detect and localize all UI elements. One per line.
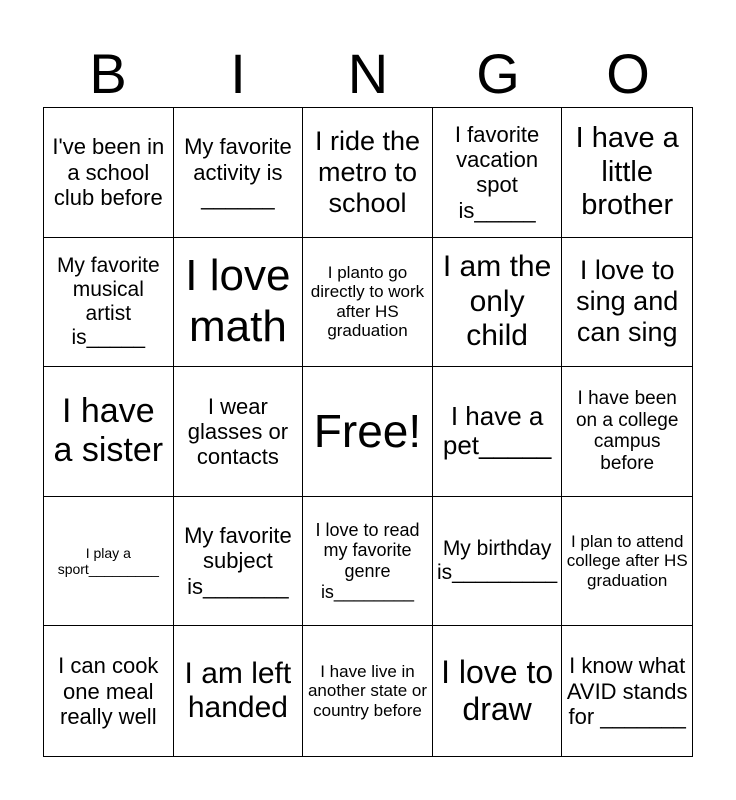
- bingo-cell-text: I plan to attend college after HS graduation: [566, 531, 688, 590]
- bingo-cell[interactable]: [174, 367, 304, 497]
- bingo-header: [43, 40, 693, 108]
- bingo-cell[interactable]: [562, 497, 692, 627]
- bingo-cell[interactable]: [303, 497, 433, 627]
- header-letter-b: B: [89, 42, 127, 105]
- bingo-cell-text: My favorite musical artist is_____: [56, 253, 160, 350]
- bingo-cell-text: I am the only child: [442, 250, 552, 353]
- bingo-cell-text: Free!: [313, 405, 422, 458]
- bingo-cell-text: I have been on a college campus before: [575, 387, 679, 475]
- bingo-cell-text: I love to sing and can sing: [576, 255, 679, 348]
- bingo-cell[interactable]: [433, 497, 563, 627]
- bingo-cell[interactable]: [562, 108, 692, 238]
- bingo-cell[interactable]: [44, 626, 174, 756]
- bingo-cell[interactable]: [44, 497, 174, 627]
- bingo-cell-text: I've been in a school club before: [52, 134, 165, 210]
- bingo-cell[interactable]: [44, 108, 174, 238]
- header-letter-i: I: [230, 42, 246, 105]
- bingo-cell-text: I love math: [185, 251, 291, 351]
- bingo-cell-text: I know what AVID stands for _______: [566, 653, 688, 729]
- bingo-cell-text: My favorite subject is_______: [184, 523, 292, 599]
- bingo-cell-text: I planto go directly to work after HS graduation: [310, 262, 425, 341]
- bingo-cell[interactable]: [44, 367, 174, 497]
- bingo-cell[interactable]: [562, 626, 692, 756]
- bingo-cell-text: I have a little brother: [575, 122, 679, 221]
- bingo-cell-text: I have a sister: [53, 392, 164, 470]
- bingo-cell[interactable]: [433, 238, 563, 368]
- bingo-cell[interactable]: [562, 367, 692, 497]
- bingo-cell-text: I love to read my favorite genre is________: [315, 519, 420, 602]
- bingo-cell[interactable]: [562, 238, 692, 368]
- bingo-cell[interactable]: [433, 367, 563, 497]
- bingo-grid: [43, 107, 693, 757]
- bingo-cell-text: I can cook one meal really well: [58, 653, 159, 729]
- bingo-cell-text: I wear glasses or contacts: [187, 393, 289, 470]
- bingo-cell[interactable]: [174, 497, 304, 627]
- bingo-cell[interactable]: [303, 367, 433, 497]
- header-letter-g: G: [476, 42, 520, 105]
- bingo-cell-text: I have live in another state or country before: [307, 661, 428, 720]
- bingo-cell[interactable]: [44, 238, 174, 368]
- bingo-cell[interactable]: [433, 108, 563, 238]
- bingo-cell-text: I favorite vacation spot is_____: [454, 121, 540, 223]
- bingo-cell[interactable]: [303, 108, 433, 238]
- bingo-cell-text: I have a pet_____: [442, 400, 552, 461]
- bingo-cell-text: My favorite activity is ______: [184, 134, 292, 210]
- header-letter-n: N: [347, 42, 389, 105]
- header-letter-o: O: [606, 42, 650, 105]
- bingo-cell-text: I love to draw: [441, 654, 554, 728]
- bingo-cell-text: I am left handed: [184, 656, 292, 725]
- bingo-cell[interactable]: [303, 238, 433, 368]
- bingo-cell[interactable]: [174, 108, 304, 238]
- bingo-cell[interactable]: [303, 626, 433, 756]
- bingo-cell[interactable]: [433, 626, 563, 756]
- bingo-cell-text: My birthday is_________: [436, 536, 558, 585]
- bingo-cell-text: I play a sport_________: [57, 545, 159, 578]
- bingo-cell-text: I ride the metro to school: [314, 125, 421, 218]
- bingo-cell[interactable]: [174, 626, 304, 756]
- bingo-cell[interactable]: [174, 238, 304, 368]
